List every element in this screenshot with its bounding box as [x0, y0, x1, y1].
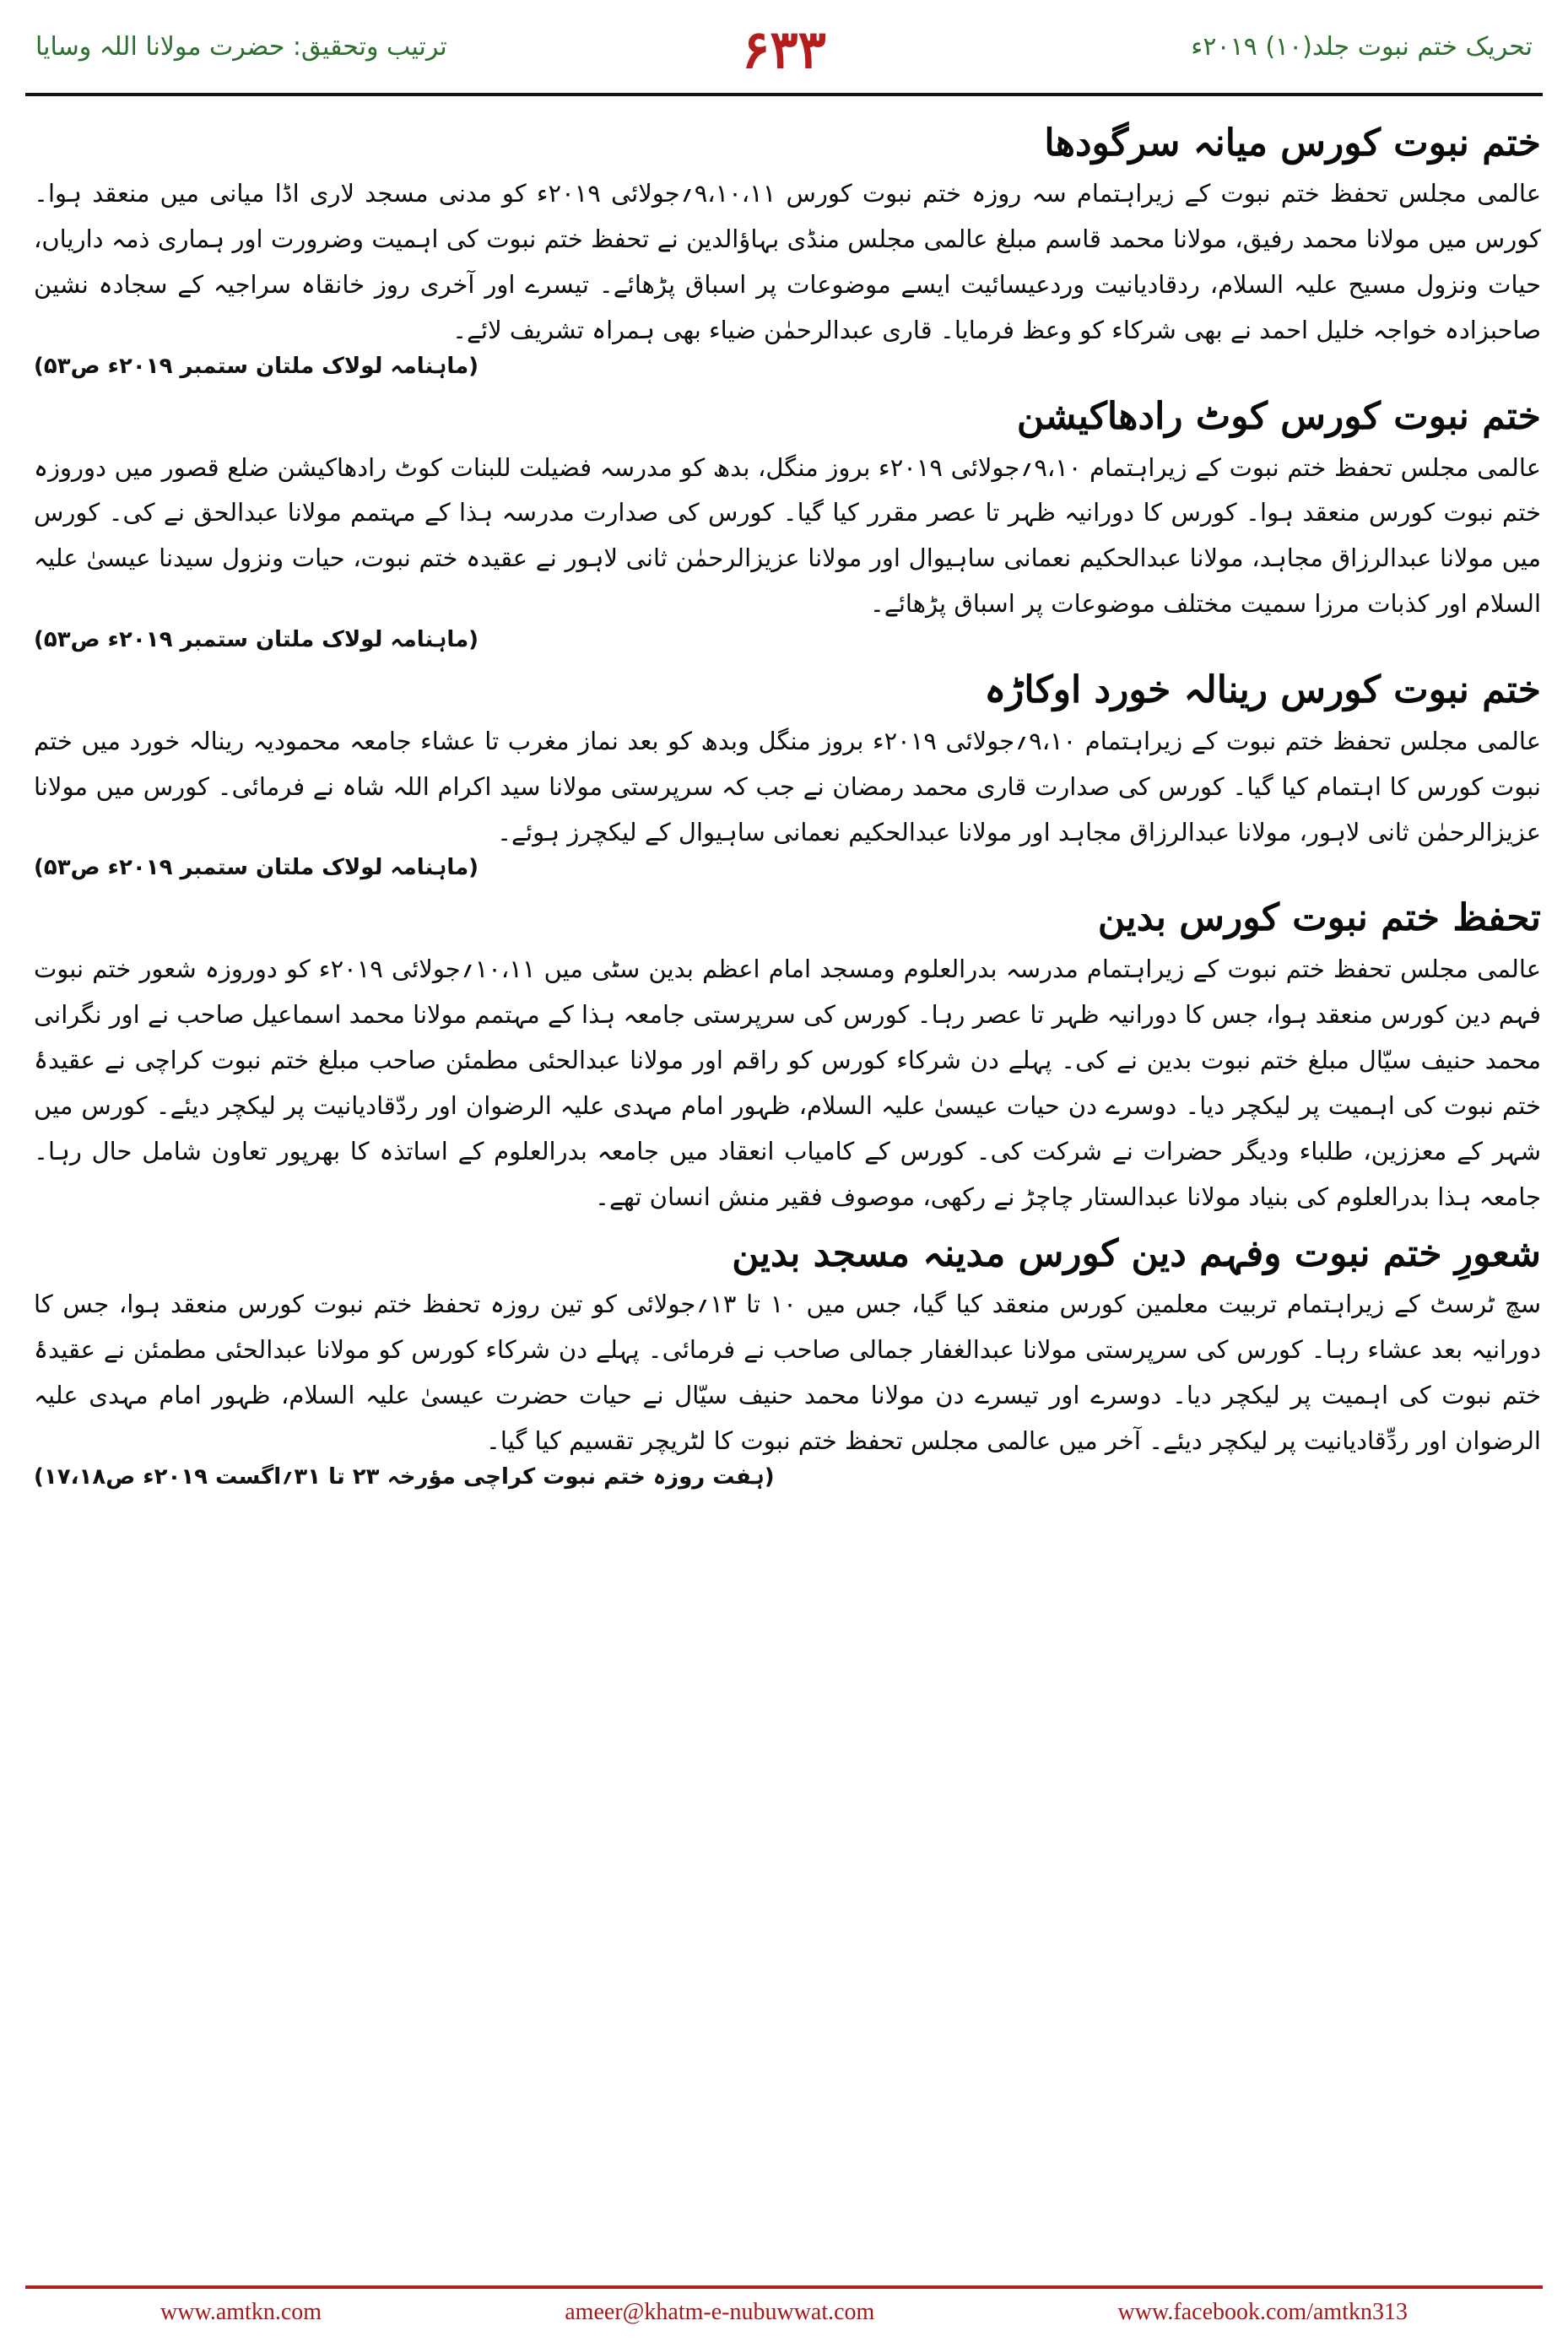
- journal-reference: تحریک ختم نبوت جلد(۱۰) ۲۰۱۹ء: [1191, 32, 1533, 62]
- section-body: سچ ٹرسٹ کے زیراہتمام تربیت معلمین کورس منعقد کیا گیا، جس میں ۱۰ تا ۱۳؍جولائی کو تین روزہ تحفظ ختم نبوت کورس منعقد ہوا، جس کا دورانیہ بعد عشاء رہا۔ کورس کی سرپرستی مولانا عبدالغفار جمالی صاحب نے فرمائی۔ پہلے دن شرکاء کورس کو مولانا عبدالحئی مطمئن نے عقیدۂ ختم نبوت کی اہمیت پر لیکچر دیا۔ دوسرے اور تیسرے دن مولانا محمد حنیف سیّال نے حیات حضرت عیسیٰ علیہ السلام، ظہور امام مہدی علیہ الرضوان اور ردِّقادیانیت پر لیکچر دیئے۔ آخر میں عالمی مجلس تحفظ ختم نبوت کا لٹریچر تقسیم کیا گیا۔: [34, 1289, 1542, 1455]
- footer-links: [25, 2292, 1543, 2333]
- footer-divider: [25, 2285, 1543, 2289]
- compiler-credit: ترتیب وتحقیق: حضرت مولانا اللہ وسایا: [35, 32, 447, 62]
- section-citation: (ماہنامہ لولاک ملتان ستمبر ۲۰۱۹ء ص۵۳): [34, 627, 479, 653]
- article-content: [34, 118, 1541, 2279]
- section-citation: (ماہنامہ لولاک ملتان ستمبر ۲۰۱۹ء ص۵۳): [34, 855, 479, 881]
- section-citation: (ماہنامہ لولاک ملتان ستمبر ۲۰۱۹ء ص۵۳): [34, 354, 479, 380]
- facebook-link[interactable]: www.facebook.com/amtkn313: [1117, 2299, 1408, 2325]
- section-body: عالمی مجلس تحفظ ختم نبوت کے زیراہتمام سہ روزہ ختم نبوت کورس ۹،۱۰،۱۱؍جولائی ۲۰۱۹ء کو مدنی مسجد لاری اڈا میانی میں منعقد ہوا۔ کورس میں مولانا محمد رفیق، مولانا محمد قاسم مبلغ عالمی مجلس منڈی بہاؤالدین نے تحفظ ختم نبوت کی اہمیت وضرورت اور ہماری ذمہ داریاں، حیات ونزول مسیح علیہ السلام، ردقادیانیت وردعیسائیت ایسے موضوعات پر اسباق پڑھائے۔ تیسرے اور آخری روز خانقاہ سراجیہ کے سجادہ نشین صاحبزادہ خواجہ خلیل احمد نے بھی شرکاء کو وعظ فرمایا۔ قاری عبدالرحمٰن ضیاء بھی ہمراہ تشریف لائے۔: [34, 179, 1541, 345]
- section-citation: (ہفت روزہ ختم نبوت کراچی مؤرخہ ۲۳ تا ۳۱؍اگست ۲۰۱۹ء ص۱۷،۱۸): [34, 1463, 775, 1490]
- section-body: عالمی مجلس تحفظ ختم نبوت کے زیراہتمام ۹،۱۰؍جولائی ۲۰۱۹ء بروز منگل وبدھ کو بعد نماز مغرب تا عشاء جامعہ محمودیہ رینالہ خورد میں ختم نبوت کورس کا اہتمام کیا گیا۔ کورس کی صدارت قاری محمد رمضان نے جب کہ سرپرستی مولانا سید اکرام اللہ شاہ نے فرمائی۔ کورس میں مولانا عزیزالرحمٰن ثانی لاہور، مولانا عبدالرزاق مجاہد اور مولانا عبدالحکیم نعمانی ساہیوال کے لیکچرز ہوئے۔: [34, 726, 1541, 846]
- page-number: ۶۳۳: [742, 19, 826, 80]
- email-link[interactable]: ameer@khatm-e-nubuwwat.com: [565, 2299, 875, 2325]
- website-link[interactable]: www.amtkn.com: [160, 2299, 322, 2325]
- section-body: عالمی مجلس تحفظ ختم نبوت کے زیراہتمام مدرسہ بدرالعلوم ومسجد امام اعظم بدین سٹی میں ۱۰،۱۱؍جولائی ۲۰۱۹ء کو دوروزہ شعور ختم نبوت فہم دین کورس منعقد ہوا، جس کا دورانیہ ظہر تا عصر رہا۔ کورس کی سرپرستی جامعہ ہذا کے مہتمم مولانا محمد اسماعیل صاحب نے اور نگرانی محمد حنیف سیّال مبلغ ختم نبوت بدین نے کی۔ پہلے دن شرکاء کورس کو راقم اور مولانا عبدالحئی مطمئن صاحب مبلغ ختم نبوت کراچی نے عقیدۂ ختم نبوت کی اہمیت پر لیکچر دیا۔ دوسرے دن حیات عیسیٰ علیہ السلام، ظہور امام مہدی علیہ الرضوان اور ردّقادیانیت پر لیکچر دیئے۔ کورس میں شہر کے معززین، طلباء ودیگر حضرات نے شرکت کی۔ کورس کے کامیاب انعقاد میں جامعہ بدرالعلوم کے اساتذہ کا بھرپور تعاون شامل حال رہا۔ جامعہ ہذا بدرالعلوم کی بنیاد مولانا عبدالستار چاچڑ نے رکھی، موصوف فقیر منش انسان تھے۔: [34, 954, 1541, 1211]
- section-title: شعورِ ختم نبوت وفہم دین کورس مدینہ مسجد بدین: [732, 1231, 1541, 1275]
- section-title: ختم نبوت کورس کوٹ رادھاکیشن: [1016, 395, 1541, 439]
- page-footer: [0, 2279, 1568, 2342]
- section-badin: [34, 893, 1541, 1220]
- section-madina-masjid-badin: [34, 1229, 1541, 1494]
- section-title: ختم نبوت کورس رینالہ خورد اوکاڑہ: [984, 668, 1541, 712]
- section-renala-khurd: [34, 665, 1541, 884]
- section-body: عالمی مجلس تحفظ ختم نبوت کے زیراہتمام ۹،۱۰؍جولائی ۲۰۱۹ء بروز منگل، بدھ کو مدرسہ فضیلت للبنات کوٹ رادھاکیشن ضلع قصور میں دوروزہ ختم نبوت کورس منعقد ہوا۔ کورس کا دورانیہ ظہر تا عصر مقرر کیا گیا۔ کورس کی صدارت مدرسہ ہذا کے مہتمم مولانا عبدالحق نے کی۔ کورس میں مولانا عبدالرزاق مجاہد، مولانا عبدالحکیم نعمانی ساہیوال اور مولانا عزیزالرحمٰن ثانی لاہور نے عقیدہ ختم نبوت، حیات ونزول سیدنا عیسیٰ علیہ السلام اور کذبات مرزا سمیت مختلف موضوعات پر اسباق پڑھائے۔: [34, 452, 1542, 619]
- header-divider: [25, 93, 1543, 96]
- section-title: ختم نبوت کورس میانہ سرگودھا: [1044, 122, 1541, 165]
- section-title: تحفظ ختم نبوت کورس بدین: [1097, 896, 1541, 940]
- section-kot-radhakishan: [34, 392, 1541, 657]
- section-mianah-sargodha: [34, 118, 1541, 383]
- page-header: [25, 19, 1543, 99]
